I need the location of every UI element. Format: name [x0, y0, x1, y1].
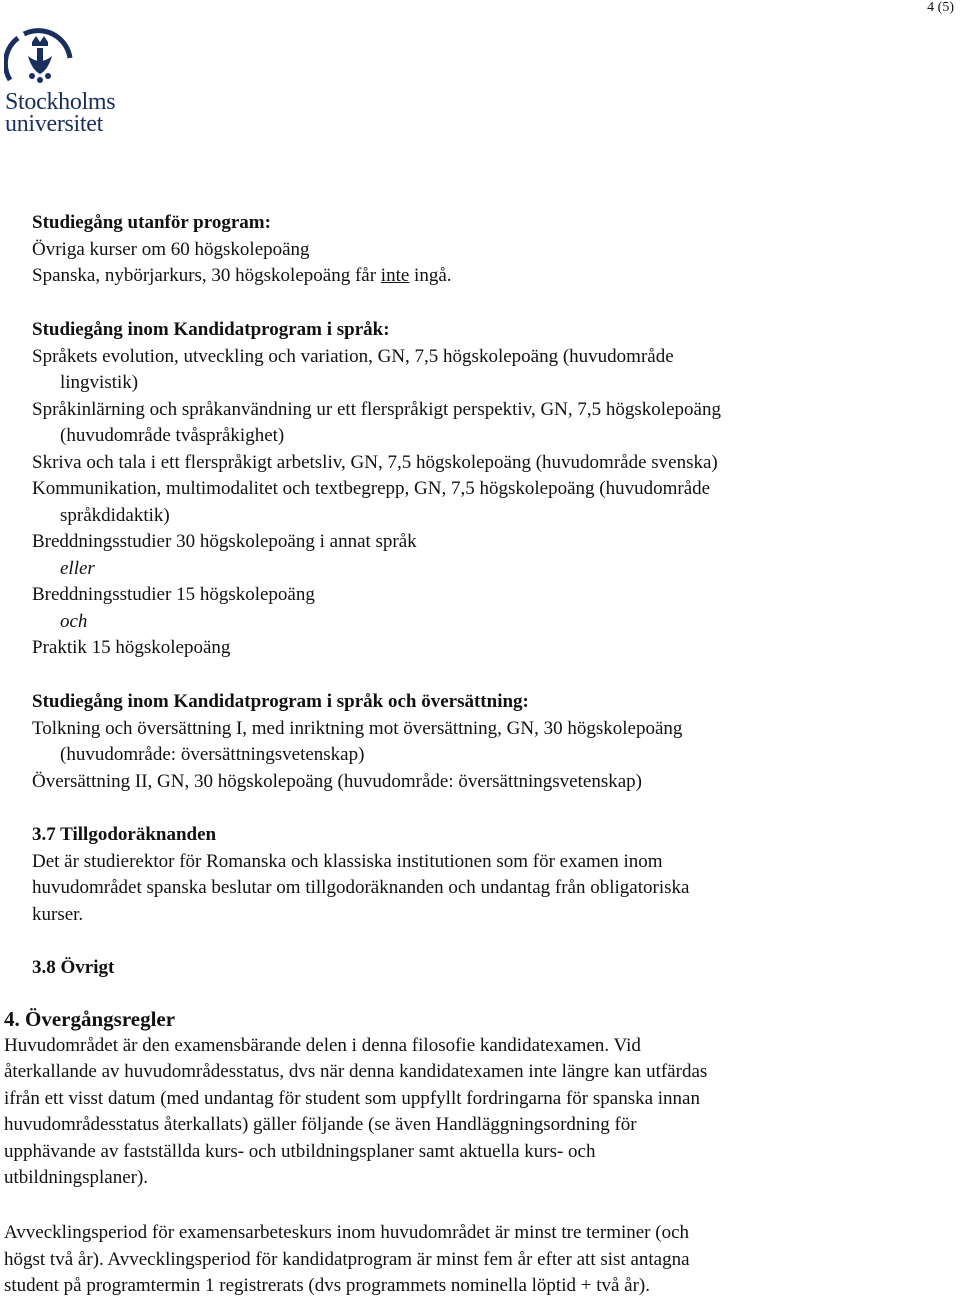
- course-line: Kommunikation, multimodalitet och textbegrepp, GN, 7,5 högskolepoäng (huvudområde: [32, 478, 711, 499]
- section-credit-transfer: [32, 822, 932, 928]
- logo-wordmark-line1: Stockholms: [5, 89, 116, 115]
- section-heading: Studiegång inom Kandidatprogram i språk:: [32, 319, 390, 340]
- body-line: ifrån ett visst datum (med undantag för student som uppfyllt fordringarna för spanska innan: [4, 1087, 700, 1109]
- course-line: Breddningsstudier 15 högskolepoäng: [32, 584, 315, 605]
- section-heading: Studiegång inom Kandidatprogram i språk och översättning:: [32, 691, 529, 712]
- section-outside-program: [32, 210, 932, 290]
- body-line: kurser.: [32, 903, 84, 925]
- course-line: Tolkning och översättning I, med inriktning mot översättning, GN, 30 högskolepoäng: [32, 717, 683, 739]
- section-other: [32, 955, 932, 982]
- university-seal-icon: [4, 28, 76, 92]
- body-line: högst två år). Avvecklingsperiod för kandidatprogram är minst fem år efter att sist antagna: [4, 1248, 690, 1270]
- body-line: utbildningsplaner).: [4, 1167, 149, 1188]
- body-line: student på programtermin 1 registrerats (dvs programmets nominella löptid + två år).: [4, 1275, 650, 1296]
- course-line: (huvudområde tvåspråkighet): [60, 425, 285, 446]
- section-heading: 4. Övergångsregler: [4, 1007, 176, 1031]
- body-line: Övriga kurser om 60 högskolepoäng: [32, 238, 310, 260]
- connector-word: eller: [60, 557, 95, 579]
- body-line: återkallande av huvudområdesstatus, dvs när denna kandidatexamen inte längre kan utfärdas: [4, 1061, 708, 1082]
- section-heading: 3.8 Övrigt: [32, 957, 115, 978]
- course-line: Praktik 15 högskolepoäng: [32, 637, 231, 658]
- body-line: huvudområdet spanska beslutar om tillgodoräknanden och undantag från obligatoriska: [32, 877, 690, 898]
- university-logo: [2, 28, 132, 137]
- course-line: Översättning II, GN, 30 högskolepoäng (huvudområde: översättningsvetenskap): [32, 770, 642, 792]
- body-line: Avvecklingsperiod för examensarbeteskurs inom huvudområdet är minst tre terminer (och: [4, 1222, 690, 1243]
- course-line: Språkinlärning och språkanvändning ur ett flerspråkigt perspektiv, GN, 7,5 högskolepoäng: [32, 398, 721, 420]
- body-line: Det är studierektor för Romanska och klassiska institutionen som för examen inom: [32, 850, 663, 872]
- course-line: Språkets evolution, utveckling och variation, GN, 7,5 högskolepoäng (huvudområde: [32, 345, 674, 367]
- course-line: språkdidaktik): [60, 504, 170, 526]
- body-line: huvudområdesstatus återkallats) gäller följande (se även Handläggningsordning för: [4, 1114, 637, 1135]
- section-translation-program: [32, 689, 932, 795]
- section-heading: 3.7 Tillgodoräknanden: [32, 824, 217, 845]
- section-heading: Studiegång utanför program:: [32, 212, 271, 233]
- section-phase-out: [4, 1220, 944, 1300]
- page-number: 4 (5): [927, 0, 954, 15]
- section-language-program: [32, 317, 932, 662]
- logo-wordmark-line2: universitet: [5, 111, 104, 137]
- body-line: Spanska, nybörjarkurs, 30 högskolepoäng får inte ingå.: [32, 265, 452, 286]
- connector-word: och: [60, 610, 88, 632]
- course-line: Breddningsstudier 30 högskolepoäng i annat språk: [32, 531, 417, 552]
- course-line: lingvistik): [60, 372, 139, 393]
- section-transition-rules: [4, 1006, 944, 1192]
- body-line: upphävande av fastställda kurs- och utbildningsplaner samt aktuella kurs- och: [4, 1140, 596, 1162]
- body-line: Huvudområdet är den examensbärande delen i denna filosofie kandidatexamen. Vid: [4, 1034, 641, 1056]
- course-line: Skriva och tala i ett flerspråkigt arbetsliv, GN, 7,5 högskolepoäng (huvudområde svenska): [32, 451, 718, 473]
- course-line: (huvudområde: översättningsvetenskap): [60, 744, 365, 765]
